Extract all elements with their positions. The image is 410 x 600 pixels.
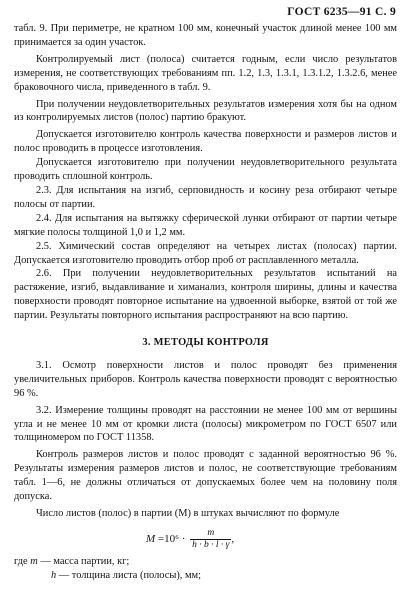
formula-block	[14, 524, 397, 554]
legend-symbol: h	[51, 569, 57, 581]
paragraph: 2.6. При получении неудовлетворительных результатов испытаний на растяжение, изгиб, выдавливание и химанализ, контроля ширины, длины и качества поверхности проводят повторное испытание на удвоенной выборке, взятой от той же партии. Результаты повторного испытания распространяют на всю партию.	[14, 268, 397, 322]
paragraph: 2.4. Для испытания на вытяжку сферической лунки отбирают от партии четыре мягкие полосы толщиной 1,0 и 1,2 мм.	[14, 212, 397, 238]
legend-line	[14, 569, 397, 583]
legend-symbol: m	[30, 555, 38, 567]
formula-trail: ,	[231, 532, 235, 545]
paragraph: 2.5. Химический состав определяют на четырех листах (полосах) партии. Допускается изготовителю проводить отбор проб от расплавленного металла.	[14, 240, 397, 266]
legend-text: — толщина листа (полосы), мм;	[56, 569, 202, 581]
paragraph: Число листов (полос) в партии (M) в штуках вычисляют по формуле	[36, 508, 340, 519]
paragraph: При получении неудовлетворительных результатов измерения хотя бы на одном из контролируемых листов (полос) партию бракуют.	[14, 98, 397, 124]
paragraph: табл. 9. При периметре, не кратном 100 мм, конечный участок длиной менее 100 мм принимается за один участок.	[14, 23, 397, 48]
formula-denominator: h · b · l · γ	[192, 539, 230, 550]
section-title: 3. МЕТОДЫ КОНТРОЛЯ	[142, 337, 269, 349]
formula	[146, 528, 234, 551]
formula-numerator: m	[207, 527, 215, 538]
paragraph: Допускается изготовителю при получении неудовлетворительного результата проводить сплошной контроль.	[14, 157, 397, 183]
formula-lhs: M	[146, 532, 156, 545]
paragraph: Контролируемый лист (полоса) считается годным, если число результатов измерения, не соответствующих требованиям пп. 1.2, 1.3, 1.3.1, 1.3.1.2, 1.3.2.6, менее браковочного числа, приведенного в табл. 9.	[14, 53, 397, 93]
formula-rhs: =10⁶ ·	[157, 532, 186, 545]
document-body	[14, 22, 397, 583]
paragraph: Контроль размеров листов и полос проводят с заданной вероятностью 96 %. Результаты измерения размеров листов и полос, не соответствующие требованиям табл. 1—6, не должны отличаться от допускаемых более чем на половину поля допуска.	[14, 449, 397, 503]
formula-fraction	[190, 528, 231, 551]
paragraph: Допускается изготовителю контроль качества поверхности и размеров листов и полос проводить в процессе изготовления.	[14, 129, 397, 155]
legend-line	[14, 555, 397, 569]
paragraph: 3.1. Осмотр поверхности листов и полос проводят без применения увеличительных приборов. Контроль качества поверхности проводят с вероятностью 96 %.	[14, 359, 397, 399]
page-header: ГОСТ 6235—91 С. 9	[287, 6, 396, 18]
paragraph: 3.2. Измерение толщины проводят на расстоянии не менее 100 мм от вершины угла и не менее 10 мм от кромки листа (полосы) микрометром по ГОСТ 6507 или толщиномером по ГОСТ 11358.	[14, 404, 397, 444]
paragraph: 2.3. Для испытания на изгиб, серповидность и косину реза отбирают четыре полосы от партии.	[14, 184, 397, 210]
legend-text: — масса партии, кг;	[37, 555, 130, 567]
legend-prefix: где	[14, 555, 31, 567]
